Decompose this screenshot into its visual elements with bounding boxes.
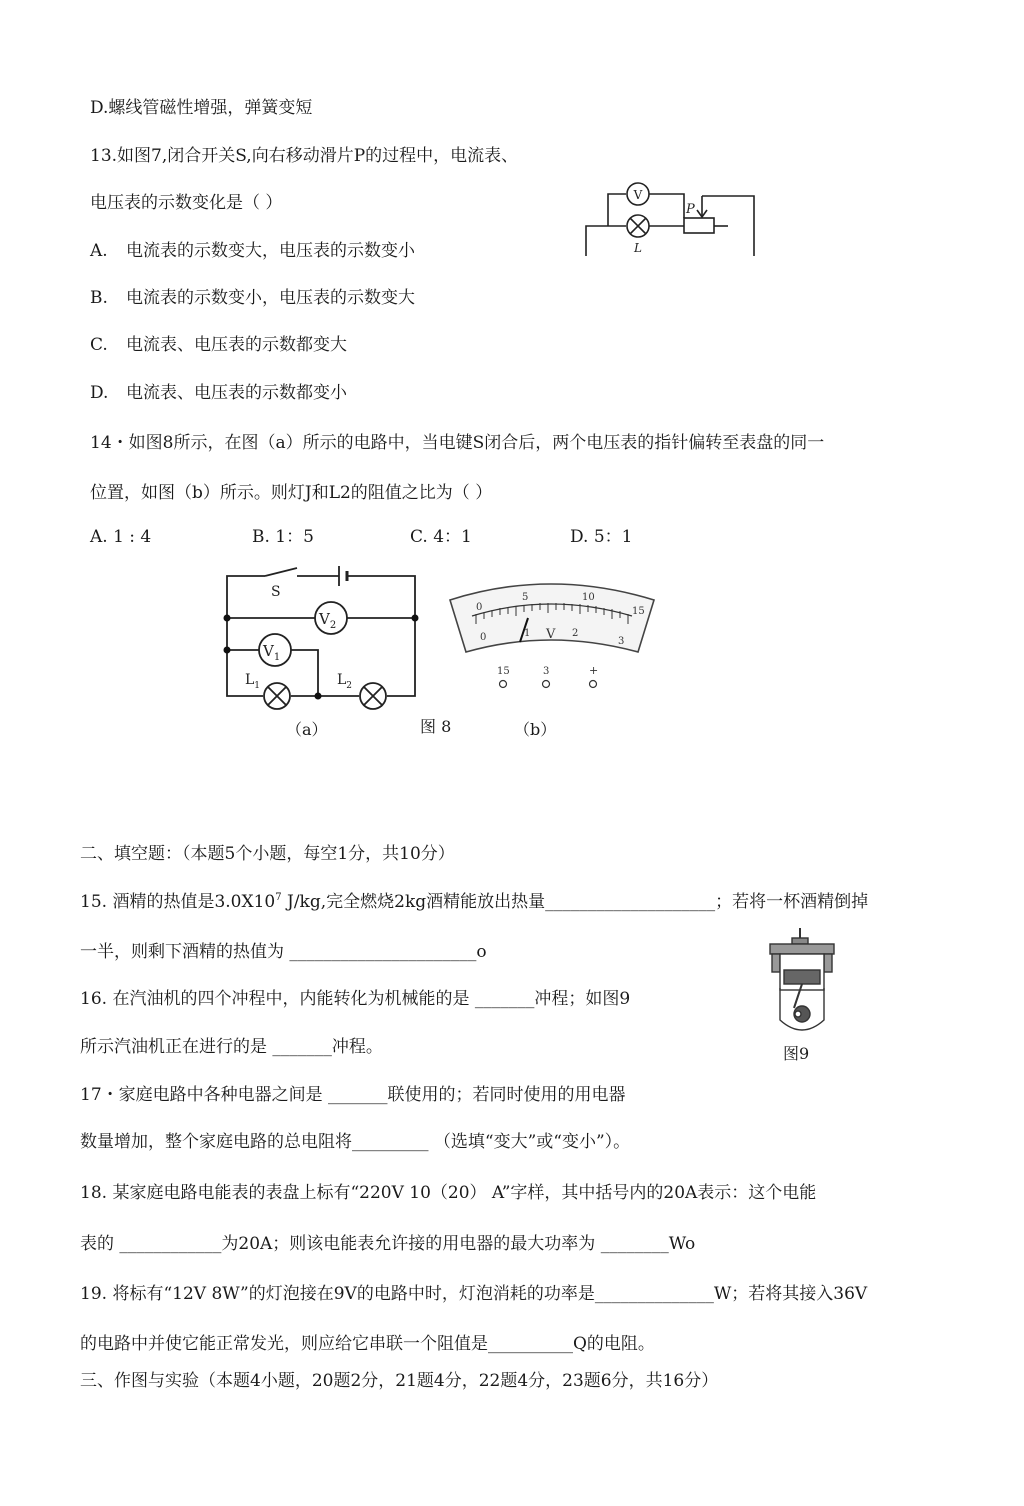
fig7-voltmeter-label: V [633,188,643,202]
option-text: 电流表的示数变小，电压表的示数变大 [126,288,415,308]
q14-option-d: D. 5：1 [570,527,633,547]
q13-stem-line1: 13.如图7,闭合开关S,向右移动滑片P的过程中，电流表、 [90,146,519,166]
q16-line1: 16. 在汽油机的四个冲程中，内能转化为机械能的是 _______冲程；如图9 [80,989,631,1009]
q15-text-b: J/kg,完全燃烧2kg酒精能放出热量____________________；若将一杯酒精倒掉 [281,892,869,912]
figure9-caption: 图9 [783,1044,810,1063]
fig8a-v1-label: $V_1$ [263,642,281,663]
option-key: A. [90,241,108,261]
dial-unit-label: V [546,627,556,642]
section2-heading: 二、填空题：（本题5个小题，每空1分，共10分） [80,844,455,864]
dial-outer-tick-10: 10 [582,592,595,603]
dial-inner-tick-1: 1 [524,628,531,639]
q19-line2: 的电路中并使它能正常发光，则应给它串联一个阻值是__________Q的电阻。 [80,1334,655,1354]
q19-line1: 19. 将标有“12V 8W”的灯泡接在9V的电路中时，灯泡消耗的功率是______________W；若将其接入36V [80,1284,868,1304]
q18-line1: 18. 某家庭电路电能表的表盘上标有“220V 10（20） A”字样，其中括号内的20A表示：这个电能 [80,1183,817,1203]
fig8a-caption: （a） [286,720,328,739]
dial-outer-tick-15: 15 [632,606,645,617]
q12-option-d: D.螺线管磁性增强，弹簧变短 [90,98,313,118]
q17-line1: 17・家庭电路中各种电器之间是 _______联使用的；若同时使用的用电器 [80,1085,626,1105]
figure8a-circuit [215,560,425,740]
fig8a-l1-label: $L_1$ [245,672,261,691]
fig8a-l2-label: $L_2$ [337,672,353,691]
dial-outer-tick-5: 5 [522,592,529,603]
figure7-circuit [580,176,765,258]
q14-option-a: A. 1 : 4 [90,527,152,547]
dial-outer-tick-0: 0 [476,602,483,613]
q15-exponent: 7 [275,892,282,903]
option-key: D. [90,383,109,403]
terminal-3-label: 3 [543,666,550,677]
dial-inner-tick-3: 3 [618,636,625,647]
fig8a-switch-label: S [271,584,281,600]
q14-stem-line1: 14・如图8所示，在图（a）所示的电路中，当电键S闭合后，两个电压表的指针偏转至表盘的同一 [90,433,825,453]
q13-option-d [90,382,347,404]
fig8a-v2-label: $V_2$ [319,610,337,631]
q14-option-c: C. 4：1 [410,527,472,547]
q15-text-a: 15. 酒精的热值是3.0X10 [80,892,276,912]
q15-line1 [80,891,868,913]
option-key: C. [90,335,108,355]
fig8-caption: 图 8 [420,717,452,736]
option-key: B. [90,288,108,308]
option-text: 电流表的示数变大，电压表的示数变小 [126,241,415,261]
q13-option-a [90,240,415,262]
q17-line2: 数量增加，整个家庭电路的总电阻将_________ （选填“变大”或“变小”）。 [80,1132,631,1152]
q13-option-c [90,334,347,356]
q15-line2: 一半，则剩下酒精的热值为 ______________________o [80,942,487,962]
option-text: 电流表、电压表的示数都变大 [126,335,347,355]
figure8b-voltmeter-dial [442,578,662,702]
q14-stem-line2: 位置，如图（b）所示。则灯J和L2的阻值之比为（ ） [90,483,493,503]
fig8b-caption: （b） [514,720,557,739]
fig7-slider-label: P [686,202,695,217]
section3-heading: 三、作图与实验（本题4小题，20题2分，21题4分，22题4分，23题6分，共16分） [80,1371,719,1391]
q18-line2: 表的 ____________为20A；则该电能表允许接的用电器的最大功率为 ________Wo [80,1234,696,1254]
q13-option-b [90,287,415,309]
terminal-plus-label: + [589,664,599,677]
q16-line2: 所示汽油机正在进行的是 _______冲程。 [80,1037,383,1057]
terminal-15-label: 15 [497,666,510,677]
dial-inner-tick-2: 2 [572,628,579,639]
option-text: 电流表、电压表的示数都变小 [126,383,347,403]
q13-stem-line2: 电压表的示数变化是（ ） [90,193,283,213]
q14-option-b: B. 1：5 [252,527,314,547]
figure9-engine [762,926,840,1038]
dial-inner-tick-0: 0 [480,632,487,643]
fig7-lamp-label: L [634,241,642,255]
